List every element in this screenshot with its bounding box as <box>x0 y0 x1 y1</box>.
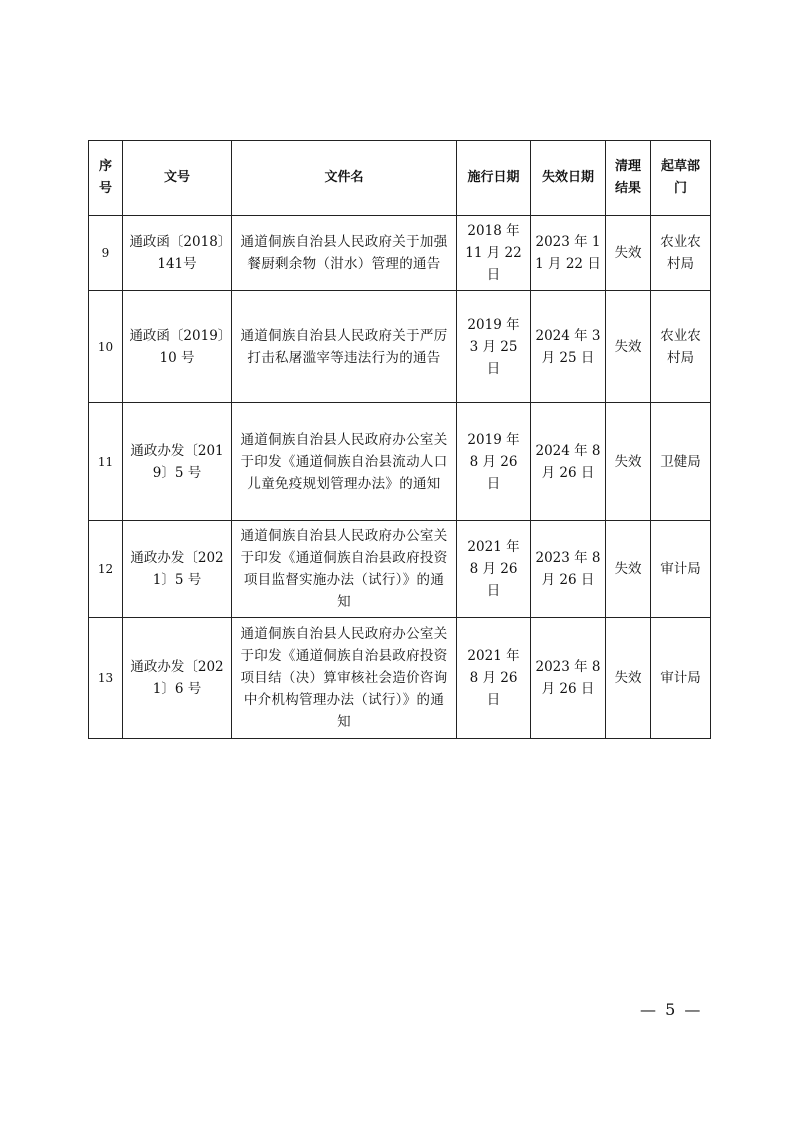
row-doc-number: 通政函〔2018〕141号 <box>123 216 232 291</box>
header-no: 序号 <box>89 141 123 216</box>
page-number: — 5 — <box>640 1000 703 1019</box>
row-implementation-date: 2019 年 3 月 25 日 <box>457 291 531 403</box>
row-drafting-department: 审计局 <box>651 618 711 739</box>
row-implementation-date: 2019 年 8 月 26 日 <box>457 403 531 521</box>
row-drafting-department: 农业农村局 <box>651 216 711 291</box>
row-expiry-date: 2023 年 8 月 26 日 <box>531 618 606 739</box>
table-row <box>89 216 711 291</box>
row-doc-name: 通道侗族自治县人民政府办公室关于印发《通道侗族自治县政府投资项目监督实施办法（试行）》的通知 <box>232 521 457 618</box>
row-expiry-date: 2023 年 11 月 22 日 <box>531 216 606 291</box>
header-drafting-department: 起草部门 <box>651 141 711 216</box>
row-doc-number: 通政办发〔2019〕5 号 <box>123 403 232 521</box>
row-expiry-date: 2024 年 8 月 26 日 <box>531 403 606 521</box>
row-drafting-department: 农业农村局 <box>651 291 711 403</box>
row-expiry-date: 2023 年 8 月 26 日 <box>531 521 606 618</box>
row-no: 13 <box>89 618 123 739</box>
row-doc-number: 通政办发〔2021〕5 号 <box>123 521 232 618</box>
table-row <box>89 618 711 739</box>
row-expiry-date: 2024 年 3 月 25 日 <box>531 291 606 403</box>
row-doc-name: 通道侗族自治县人民政府办公室关于印发《通道侗族自治县政府投资项目结（决）算审核社会造价咨询中介机构管理办法（试行）》的通知 <box>232 618 457 739</box>
table-header-row <box>89 141 711 216</box>
row-cleanup-result: 失效 <box>606 403 651 521</box>
header-cleanup-result: 清理结果 <box>606 141 651 216</box>
row-doc-name: 通道侗族自治县人民政府关于加强餐厨剩余物（泔水）管理的通告 <box>232 216 457 291</box>
regulation-cleanup-table <box>88 140 711 739</box>
row-cleanup-result: 失效 <box>606 291 651 403</box>
table-row <box>89 521 711 618</box>
row-implementation-date: 2021 年 8 月 26 日 <box>457 521 531 618</box>
table-row <box>89 291 711 403</box>
row-drafting-department: 审计局 <box>651 521 711 618</box>
row-implementation-date: 2018 年 11 月 22 日 <box>457 216 531 291</box>
row-drafting-department: 卫健局 <box>651 403 711 521</box>
row-doc-name: 通道侗族自治县人民政府办公室关于印发《通道侗族自治县流动人口儿童免疫规划管理办法》的通知 <box>232 403 457 521</box>
row-cleanup-result: 失效 <box>606 521 651 618</box>
header-doc-name: 文件名 <box>232 141 457 216</box>
row-no: 11 <box>89 403 123 521</box>
table-row <box>89 403 711 521</box>
row-no: 10 <box>89 291 123 403</box>
row-doc-name: 通道侗族自治县人民政府关于严厉打击私屠滥宰等违法行为的通告 <box>232 291 457 403</box>
row-cleanup-result: 失效 <box>606 618 651 739</box>
row-no: 9 <box>89 216 123 291</box>
header-doc-number: 文号 <box>123 141 232 216</box>
header-implementation-date: 施行日期 <box>457 141 531 216</box>
row-doc-number: 通政函〔2019〕10 号 <box>123 291 232 403</box>
row-no: 12 <box>89 521 123 618</box>
row-doc-number: 通政办发〔2021〕6 号 <box>123 618 232 739</box>
row-implementation-date: 2021 年 8 月 26 日 <box>457 618 531 739</box>
row-cleanup-result: 失效 <box>606 216 651 291</box>
header-expiry-date: 失效日期 <box>531 141 606 216</box>
